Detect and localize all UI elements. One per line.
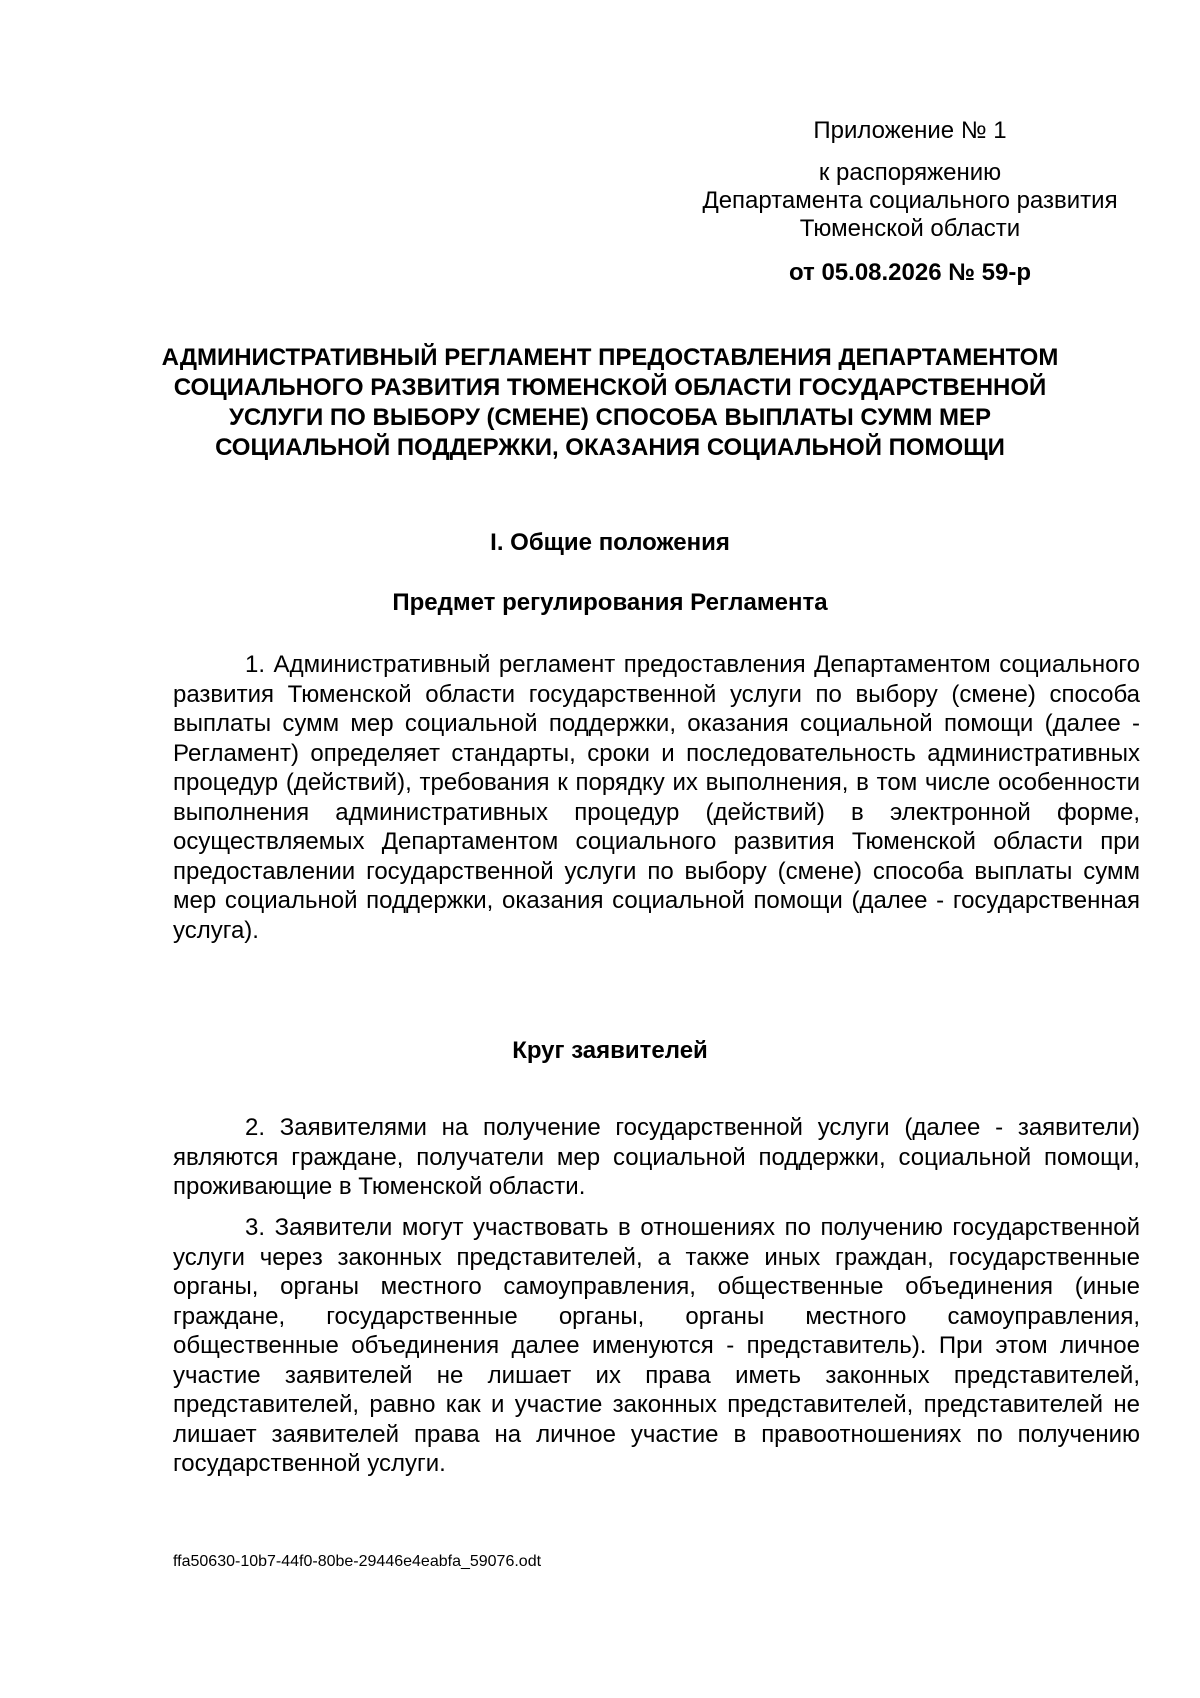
appendix-department: Департамента социального развития — [702, 187, 1118, 214]
applicants-heading: Круг заявителей — [512, 1037, 708, 1064]
appendix-date-number: от 05.08.2026 № 59-р — [788, 259, 1032, 286]
appendix-to-order: к распоряжению — [818, 159, 1002, 186]
subject-heading: Предмет регулирования Регламента — [392, 589, 828, 616]
paragraph-3: 3. Заявители могут участвовать в отношениях по получению государственной услуги через законных представителей, а также иных граждан, государственные органы, органы местного самоуправления, общественные объединения (иные граждане, государственные органы, органы местного самоуправления, общественные объединения далее именуются - представитель). При этом личное участие заявителей не лишает их права иметь законных представителей, представителей, равно как и участие законных представителей, представителей не лишает заявителей права на личное участие в правоотношениях по получению государственной услуги. — [173, 1214, 1140, 1477]
paragraph-2: 2. Заявителями на получение государственной услуги (далее - заявители) являются граждане, получатели мер социальной поддержки, социальной помощи, проживающие в Тюменской области. — [173, 1114, 1140, 1200]
footer-filename: ffa50630-10b7-44f0-80be-29446e4eabfa_59076.odt — [173, 1553, 542, 1570]
paragraph-1: 1. Административный регламент предоставления Департаментом социального развития Тюменской области государственной услуги по выбору (смене) способа выплаты сумм мер социальной поддержки, оказания социальной помощи (далее - Регламент) определяет стандарты, сроки и последовательность административных процедур (действий), требования к порядку их выполнения, в том числе особенности выполнения административных процедур (действий) в электронной форме, осуществляемых Департаментом социального развития Тюменской области при предоставлении государственной услуги по выбору (смене) способа выплаты сумм мер социальной поддержки, оказания социальной помощи (далее - государственная услуга). — [173, 651, 1140, 944]
appendix-region: Тюменской области — [799, 215, 1021, 242]
appendix-number: Приложение № 1 — [813, 117, 1007, 144]
section-heading: I. Общие положения — [490, 529, 730, 556]
document-title: АДМИНИСТРАТИВНЫЙ РЕГЛАМЕНТ ПРЕДОСТАВЛЕНИЯ ДЕПАРТАМЕНТОМ СОЦИАЛЬНОГО РАЗВИТИЯ ТЮМЕНСКОЙ ОБЛАСТИ ГОСУДАРСТВЕННОЙ УСЛУГИ ПО ВЫБОРУ (СМЕНЕ) СПОСОБА ВЫПЛАТЫ СУММ МЕР СОЦИАЛЬНОЙ ПОДДЕРЖКИ, ОКАЗАНИЯ СОЦИАЛЬНОЙ ПОМОЩИ — [161, 344, 1059, 461]
